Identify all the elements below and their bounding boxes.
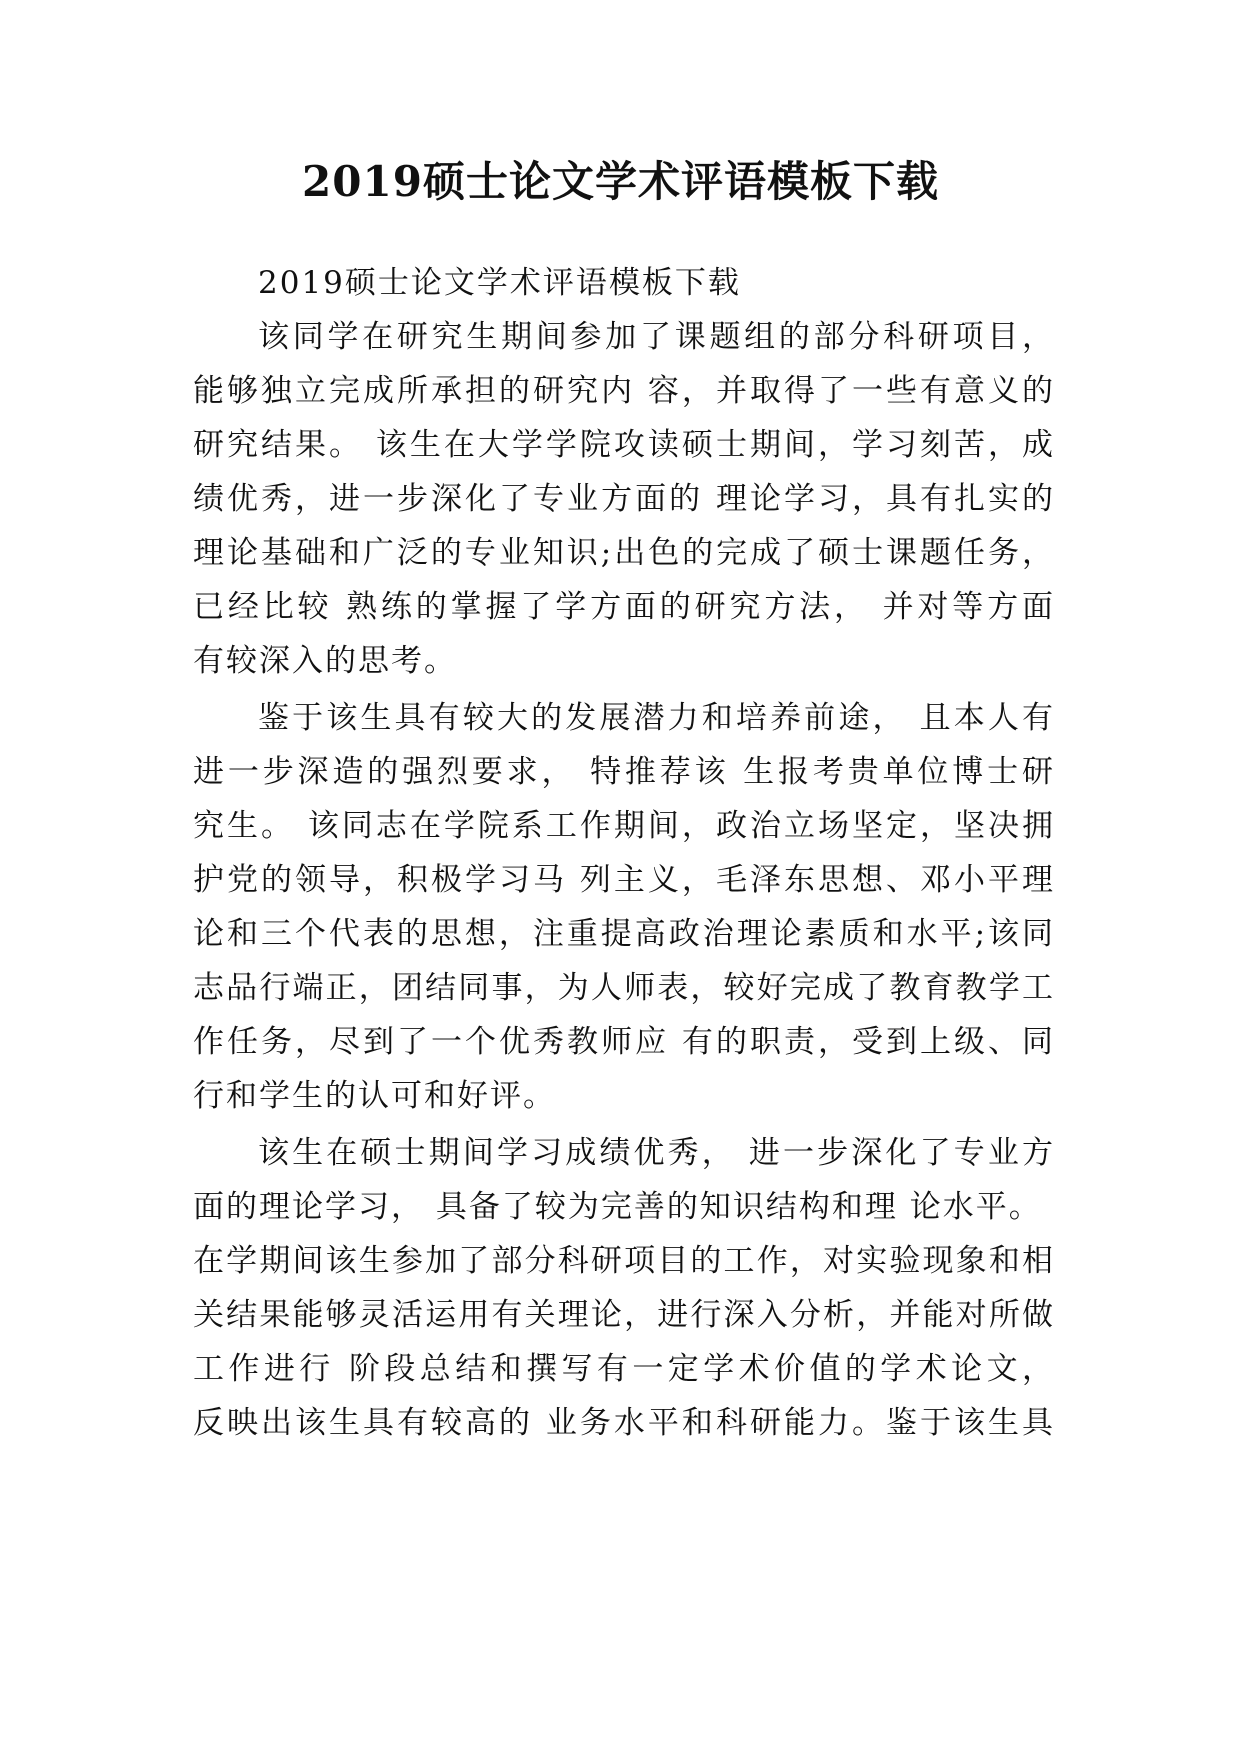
body-line-19: 在学期间该生参加了部分科研项目的工作，对实验现象和相	[193, 1243, 1053, 1279]
body-line-10: 进一步深造的强烈要求， 特推荐该 生报考贵单位博士研	[193, 754, 1053, 790]
body-line-20: 关结果能够灵活运用有关理论，进行深入分析，并能对所做	[193, 1297, 1053, 1333]
body-line-17: 该生在硕士期间学习成绩优秀， 进一步深化了专业方	[258, 1135, 1053, 1171]
body-line-4: 研究结果。 该生在大学学院攻读硕士期间，学习刻苦，成	[193, 427, 1053, 463]
body-line-14: 志品行端正，团结同事，为人师表，较好完成了教育教学工	[193, 970, 1053, 1006]
body-line-6: 理论基础和广泛的专业知识;出色的完成了硕士课题任务，	[193, 535, 1053, 571]
body-line-7: 已经比较 熟练的掌握了学方面的研究方法， 并对等方面	[193, 589, 1053, 625]
document-title: 2019硕士论文学术评语模板下载	[302, 157, 939, 206]
body-line-8: 有较深入的思考。	[193, 643, 457, 679]
body-line-2: 该同学在研究生期间参加了课题组的部分科研项目，	[258, 319, 1053, 355]
body-line-12: 护党的领导，积极学习马 列主义，毛泽东思想、邓小平理	[193, 862, 1053, 898]
body-line-5: 绩优秀，进一步深化了专业方面的 理论学习，具有扎实的	[193, 481, 1053, 517]
body-line-21: 工作进行 阶段总结和撰写有一定学术价值的学术论文，	[193, 1351, 1053, 1387]
body-line-22: 反映出该生具有较高的 业务水平和科研能力。鉴于该生具	[193, 1405, 1053, 1441]
body-line-11: 究生。 该同志在学院系工作期间，政治立场坚定，坚决拥	[193, 808, 1053, 844]
body-line-16: 行和学生的认可和好评。	[193, 1078, 556, 1114]
body-line-15: 作任务，尽到了一个优秀教师应 有的职责，受到上级、同	[193, 1024, 1053, 1060]
body-line-9: 鉴于该生具有较大的发展潜力和培养前途， 且本人有	[258, 700, 1053, 736]
body-line-1: 2019硕士论文学术评语模板下载	[258, 265, 741, 301]
body-line-13: 论和三个代表的思想，注重提高政治理论素质和水平;该同	[193, 916, 1053, 952]
body-line-18: 面的理论学习， 具备了较为完善的知识结构和理 论水平。	[193, 1189, 1042, 1225]
body-line-3: 能够独立完成所承担的研究内 容，并取得了一些有意义的	[193, 373, 1053, 409]
